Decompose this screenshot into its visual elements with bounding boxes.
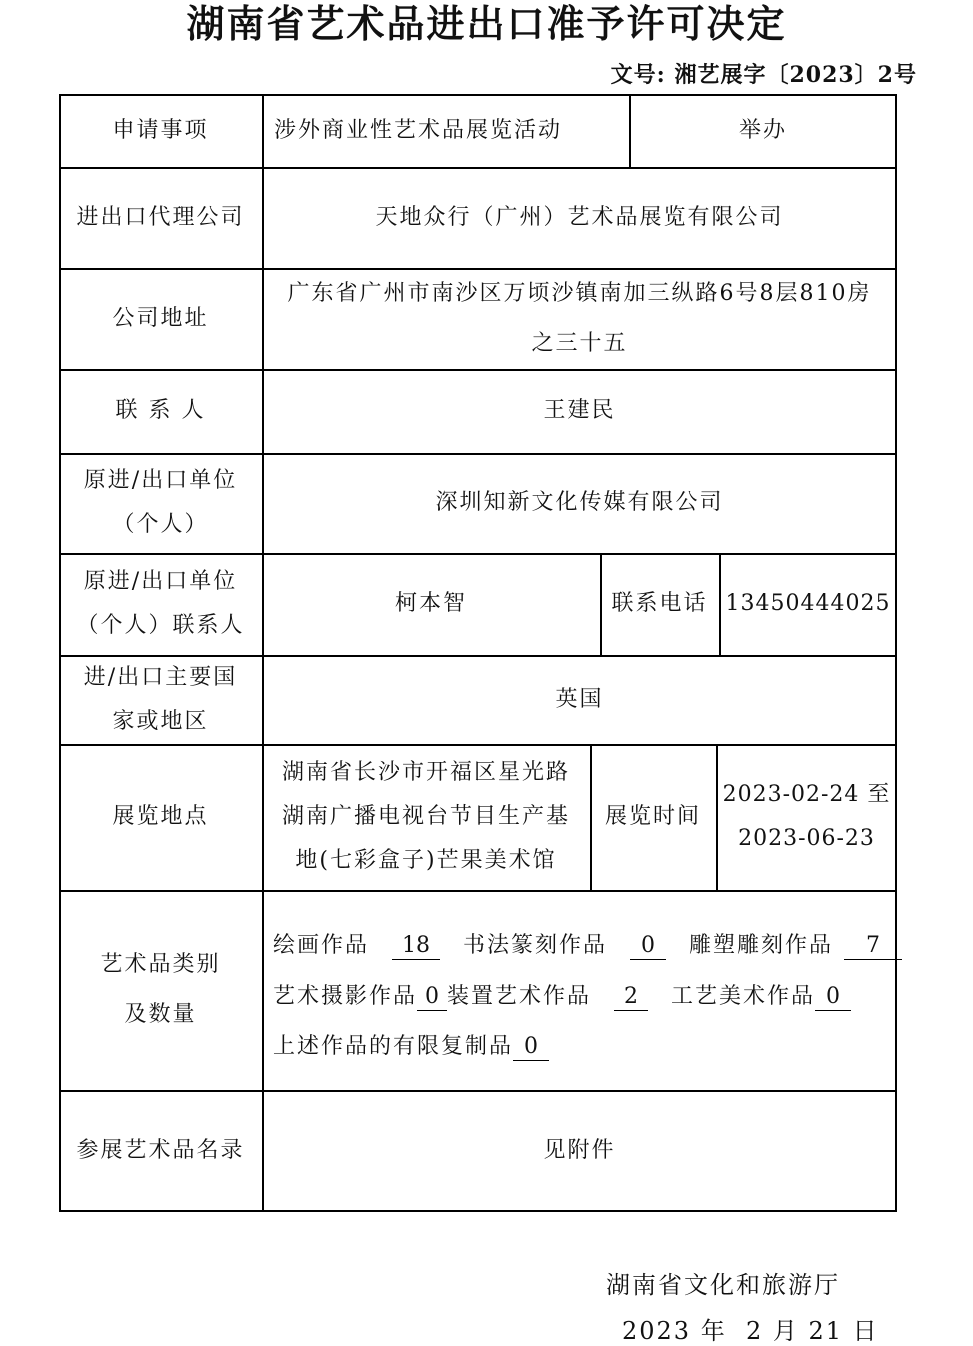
time-value [716, 744, 897, 890]
phone-value: 13450444025 [725, 591, 891, 616]
painting-count: 18 [392, 933, 440, 960]
origin-unit-label-line-1: 原进/出口单位 [83, 468, 238, 493]
origin-unit-value: 深圳知新文化传媒有限公司 [435, 490, 724, 515]
repro-label: 上述作品的有限复制品 [273, 1034, 514, 1059]
photo-label: 艺术摄影作品 [273, 984, 418, 1009]
apply-value: 涉外商业性艺术品展览活动 [274, 117, 563, 143]
calligraphy-label: 书法篆刻作品 [463, 933, 608, 958]
page-title: 湖南省艺术品进出口准予许可决定 [186, 1, 787, 46]
origin-contact-label-line-1: 原进/出口单位 [83, 569, 238, 594]
craft-label: 工艺美术作品 [671, 984, 816, 1009]
venue-line-2: 湖南广播电视台节目生产基 [281, 804, 570, 829]
origin-unit-label-line-2: （个人） [112, 512, 209, 537]
artwork-list-value: 见附件 [543, 1138, 616, 1163]
time-line-2: 2023-06-23 [738, 826, 875, 851]
country-label-line-1: 进/出口主要国 [83, 664, 238, 690]
category-line-1 [273, 931, 902, 961]
country-label [59, 655, 262, 744]
repro-count: 0 [513, 1034, 549, 1061]
address-label: 公司地址 [112, 305, 209, 331]
origin-contact-value: 柯本智 [394, 591, 467, 616]
country-value: 英国 [555, 686, 604, 712]
category-label [59, 890, 262, 1090]
category-label-line-2: 及数量 [124, 1002, 197, 1027]
category-label-line-1: 艺术品类别 [100, 952, 221, 977]
contact-value: 王建民 [543, 398, 616, 423]
address-line-1: 广东省广州市南沙区万顷沙镇南加三纵路6号8层810房 [287, 280, 872, 306]
address-line-2: 之三十五 [531, 330, 628, 356]
issue-date: 2023 年 2 月 21 日 [622, 1317, 879, 1345]
origin-contact-label [59, 553, 262, 655]
venue-line-3: 地(七彩盒子)芒果美术馆 [295, 848, 557, 873]
category-line-2 [273, 982, 851, 1012]
calligraphy-count: 0 [630, 933, 666, 960]
phone-label: 联系电话 [611, 591, 708, 616]
contact-label: 联 系 人 [115, 398, 206, 423]
agent-label: 进出口代理公司 [76, 204, 245, 230]
photo-count: 0 [417, 984, 447, 1011]
time-label: 展览时间 [604, 804, 701, 829]
painting-label: 绘画作品 [273, 933, 370, 958]
apply-type: 举办 [738, 117, 787, 143]
artwork-list-label: 参展艺术品名录 [76, 1138, 245, 1163]
origin-contact-label-line-2: （个人）联系人 [76, 613, 245, 638]
venue-label: 展览地点 [112, 804, 209, 829]
craft-count: 0 [815, 984, 851, 1011]
issuing-authority: 湖南省文化和旅游厅 [606, 1271, 840, 1299]
time-line-1: 2023-02-24 至 [722, 782, 891, 807]
venue-line-1: 湖南省长沙市开福区星光路 [281, 760, 570, 785]
sculpture-label: 雕塑雕刻作品 [689, 933, 834, 958]
address-value [262, 268, 897, 369]
country-label-line-2: 家或地区 [112, 708, 209, 734]
category-line-3 [273, 1032, 549, 1062]
apply-label: 申请事项 [112, 117, 209, 143]
venue-value [262, 744, 590, 890]
install-label: 装置艺术作品 [447, 984, 592, 1009]
install-count: 2 [614, 984, 648, 1011]
sculpture-count: 7 [844, 933, 902, 960]
agent-value: 天地众行（广州）艺术品展览有限公司 [375, 204, 784, 230]
document-number: 文号: 湘艺展字〔2023〕2号 [610, 62, 917, 88]
origin-unit-label [59, 453, 262, 553]
